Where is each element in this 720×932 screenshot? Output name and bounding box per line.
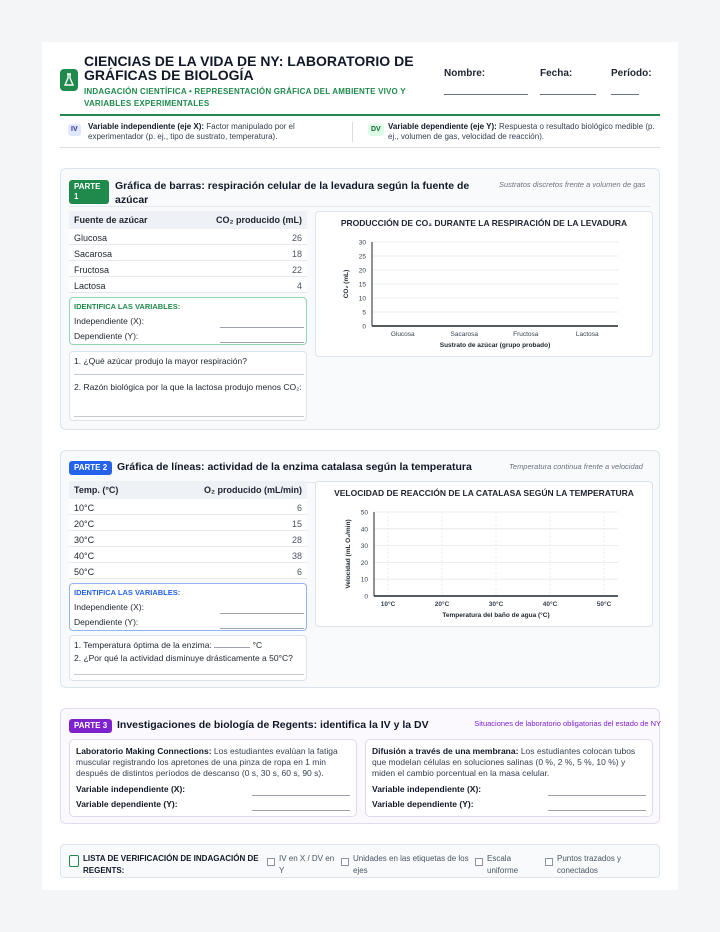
bar-chart-panel	[315, 211, 653, 357]
iv-tag: IV	[68, 124, 81, 136]
dv-tag: DV	[368, 124, 384, 136]
dv-answer-line[interactable]	[252, 810, 350, 811]
col-header: Temp. (°C)	[74, 485, 119, 495]
iv-answer-line[interactable]	[220, 613, 304, 614]
x-tick-label: 10°C	[380, 601, 396, 608]
table-row: 40°C 38	[69, 547, 307, 563]
date-field[interactable]	[540, 68, 572, 79]
iv-prompt: Variable independiente (X):	[76, 784, 186, 794]
x-tick-label: 40°C	[542, 601, 558, 608]
questions-box	[69, 351, 307, 421]
part1-badge: PARTE 1	[69, 180, 109, 204]
y-tick-label: 25	[358, 253, 366, 261]
part2-title: Gráfica de líneas: actividad de la enzima catalasa según la temperatura	[117, 461, 472, 473]
dv-prompt: Variable dependiente (Y):	[76, 799, 178, 809]
iv-answer-line[interactable]	[548, 795, 646, 796]
table-row: 30°C 28	[69, 531, 307, 547]
table-row: 10°C 6	[69, 499, 307, 515]
optimum-answer-line[interactable]	[214, 647, 250, 648]
part1-header	[69, 177, 651, 207]
x-tick-label: Glucosa	[390, 331, 415, 338]
iv-answer-line[interactable]	[220, 327, 304, 328]
header	[60, 52, 660, 116]
y-axis-label: Velocidad (mL O₂/min)	[345, 519, 352, 589]
y-tick-label: 50	[360, 509, 368, 517]
part1-card	[60, 168, 660, 430]
answer-line[interactable]	[74, 374, 304, 375]
unit-label: °C	[252, 640, 263, 650]
part2-badge: PARTE 2	[69, 461, 112, 475]
part3-badge: PARTE 3	[69, 719, 112, 733]
y-tick-label: 20	[360, 559, 368, 567]
table-row: Lactosa 4	[69, 277, 307, 293]
scenario-text: Los estudiantes colocan tubos que modelan células en soluciones salinas (0 %, 2 %, 5 %, 10 %) y miden el cambio porcentual en la masa celular.	[372, 746, 636, 778]
y-tick-label: 10	[360, 576, 368, 584]
temperature-table	[69, 481, 307, 579]
variables-legend	[60, 120, 660, 148]
dv-prompt: Dependiente (Y):	[74, 331, 139, 341]
iv-answer-line[interactable]	[252, 795, 350, 796]
table-row: Fructosa 22	[69, 261, 307, 277]
scenario-diffusion	[365, 739, 653, 817]
date-label: Fecha:	[540, 68, 573, 79]
y-tick-label: 10	[358, 295, 366, 303]
question-1: 1. ¿Qué azúcar produjo la mayor respiración?	[74, 356, 247, 366]
dv-answer-line[interactable]	[220, 342, 304, 343]
col-header: Fuente de azúcar	[74, 215, 148, 225]
name-label: Nombre:	[444, 68, 486, 79]
clipboard-icon	[69, 855, 79, 867]
iv-desc: Factor manipulado por el experimentador (p. ej., tipo de sustrato, temperatura).	[88, 122, 295, 141]
col-header: O₂ producido (mL/min)	[204, 485, 302, 495]
y-tick-label: 15	[358, 281, 366, 289]
questions-box	[69, 635, 307, 681]
y-tick-label: 20	[358, 267, 366, 275]
x-tick-label: Lactosa	[575, 331, 599, 338]
scenario-title: Difusión a través de una membrana:	[372, 746, 519, 756]
col-header: CO₂ producido (mL)	[216, 215, 302, 225]
x-tick-label: 50°C	[596, 601, 612, 608]
table-row: 50°C 6	[69, 563, 307, 579]
scenario-text: Los estudiantes evalúan la fatiga muscular registrando los apretones de una pinza de ropa en 1 min después de distintos períodos de descanso (0 s, 30 s, 60 s, 90 s).	[76, 746, 338, 778]
identify-heading: IDENTIFICA LAS VARIABLES:	[74, 588, 181, 597]
checkbox[interactable]	[545, 858, 553, 866]
y-tick-label: 5	[362, 309, 366, 317]
x-tick-label: 20°C	[434, 601, 450, 608]
chart-title: PRODUCCIÓN DE CO₂ DURANTE LA RESPIRACIÓN DE LA LEVADURA	[340, 218, 628, 228]
question-2: 2. ¿Por qué la actividad disminuye drásticamente a 50°C?	[74, 653, 293, 663]
x-tick-label: Fructosa	[513, 331, 539, 338]
question-1: 1. Temperatura óptima de la enzima:	[74, 640, 212, 650]
scenario-title: Laboratorio Making Connections:	[76, 746, 212, 756]
line-chart-panel	[315, 481, 653, 627]
dv-title: Variable dependiente (eje Y):	[388, 122, 497, 131]
y-axis-label: CO₂ (mL)	[343, 269, 350, 299]
part1-note: Sustratos discretos frente a volumen de gas	[499, 180, 646, 189]
answer-line[interactable]	[74, 416, 304, 417]
sugar-table	[69, 211, 307, 293]
part3-header	[69, 717, 661, 741]
y-tick-label: 0	[364, 593, 368, 601]
scenario-making-connections	[69, 739, 357, 817]
y-tick-label: 30	[360, 543, 368, 551]
bar-chart	[316, 212, 654, 358]
part3-title: Investigaciones de biología de Regents: identifica la IV y la DV	[117, 719, 429, 731]
part3-note: Situaciones de laboratorio obligatorias del estado de NY	[474, 719, 661, 728]
x-axis-label: Temperatura del baño de agua (°C)	[442, 612, 550, 619]
y-tick-label: 40	[360, 526, 368, 534]
table-row: 20°C 15	[69, 515, 307, 531]
chart-title: VELOCIDAD DE REACCIÓN DE LA CATALASA SEGÚN LA TEMPERATURA	[334, 488, 634, 498]
dv-answer-line[interactable]	[548, 810, 646, 811]
checkbox[interactable]	[267, 858, 275, 866]
line-chart	[316, 482, 654, 628]
question-2: 2. Razón biológica por la que la lactosa produjo menos CO₂:	[74, 382, 302, 392]
period-field[interactable]	[611, 68, 652, 79]
y-tick-label: 30	[358, 239, 366, 247]
checkbox[interactable]	[475, 858, 483, 866]
flask-icon	[60, 69, 78, 91]
dv-prompt: Variable dependiente (Y):	[372, 799, 474, 809]
x-tick-label: Sacarosa	[450, 331, 478, 338]
x-tick-label: 30°C	[488, 601, 504, 608]
part2-note: Temperatura continua frente a velocidad	[509, 462, 643, 471]
period-label: Período:	[611, 68, 652, 79]
page-title: CIENCIAS DE LA VIDA DE NY: LABORATORIO DE GRÁFICAS DE BIOLOGÍA	[84, 53, 414, 83]
identify-variables-box	[69, 297, 307, 345]
dv-desc: Respuesta o resultado biológico medible (p. ej., volumen de gas, velocidad de reacción).	[388, 122, 655, 141]
iv-prompt: Variable independiente (X):	[372, 784, 482, 794]
part2-header	[69, 459, 651, 483]
checklist-title: LISTA DE VERIFICACIÓN DE INDAGACIÓN DE REGENTS:	[83, 854, 259, 875]
name-field[interactable]	[444, 68, 485, 79]
iv-title: Variable independiente (eje X):	[88, 122, 205, 131]
identify-variables-box	[69, 583, 307, 631]
page-subtitle: INDAGACIÓN CIENTÍFICA • REPRESENTACIÓN GRÁFICA DEL AMBIENTE VIVO Y VARIABLES EXPERIMENTALES	[84, 87, 406, 108]
y-tick-label: 0	[362, 323, 366, 331]
part2-card	[60, 450, 660, 688]
part1-title: Gráfica de barras: respiración celular de la levadura según la fuente de azúcar	[115, 180, 470, 206]
regents-checklist: LISTA DE VERIFICACIÓN DE INDAGACIÓN DE REGENTS: IV en X / DV en Y Unidades en las etiquetas de los ejes Escala uniforme Puntos trazados y conectados	[60, 844, 660, 878]
identify-heading: IDENTIFICA LAS VARIABLES:	[74, 302, 181, 311]
table-row: Glucosa 26	[69, 229, 307, 245]
answer-line[interactable]	[74, 674, 304, 675]
dv-prompt: Dependiente (Y):	[74, 617, 139, 627]
x-axis-label: Sustrato de azúcar (grupo probado)	[439, 342, 551, 349]
iv-prompt: Independiente (X):	[74, 316, 144, 326]
checkbox[interactable]	[341, 858, 349, 866]
dv-answer-line[interactable]	[220, 628, 304, 629]
worksheet	[42, 42, 678, 890]
iv-prompt: Independiente (X):	[74, 602, 144, 612]
table-row: Sacarosa 18	[69, 245, 307, 261]
part3-card	[60, 708, 660, 824]
